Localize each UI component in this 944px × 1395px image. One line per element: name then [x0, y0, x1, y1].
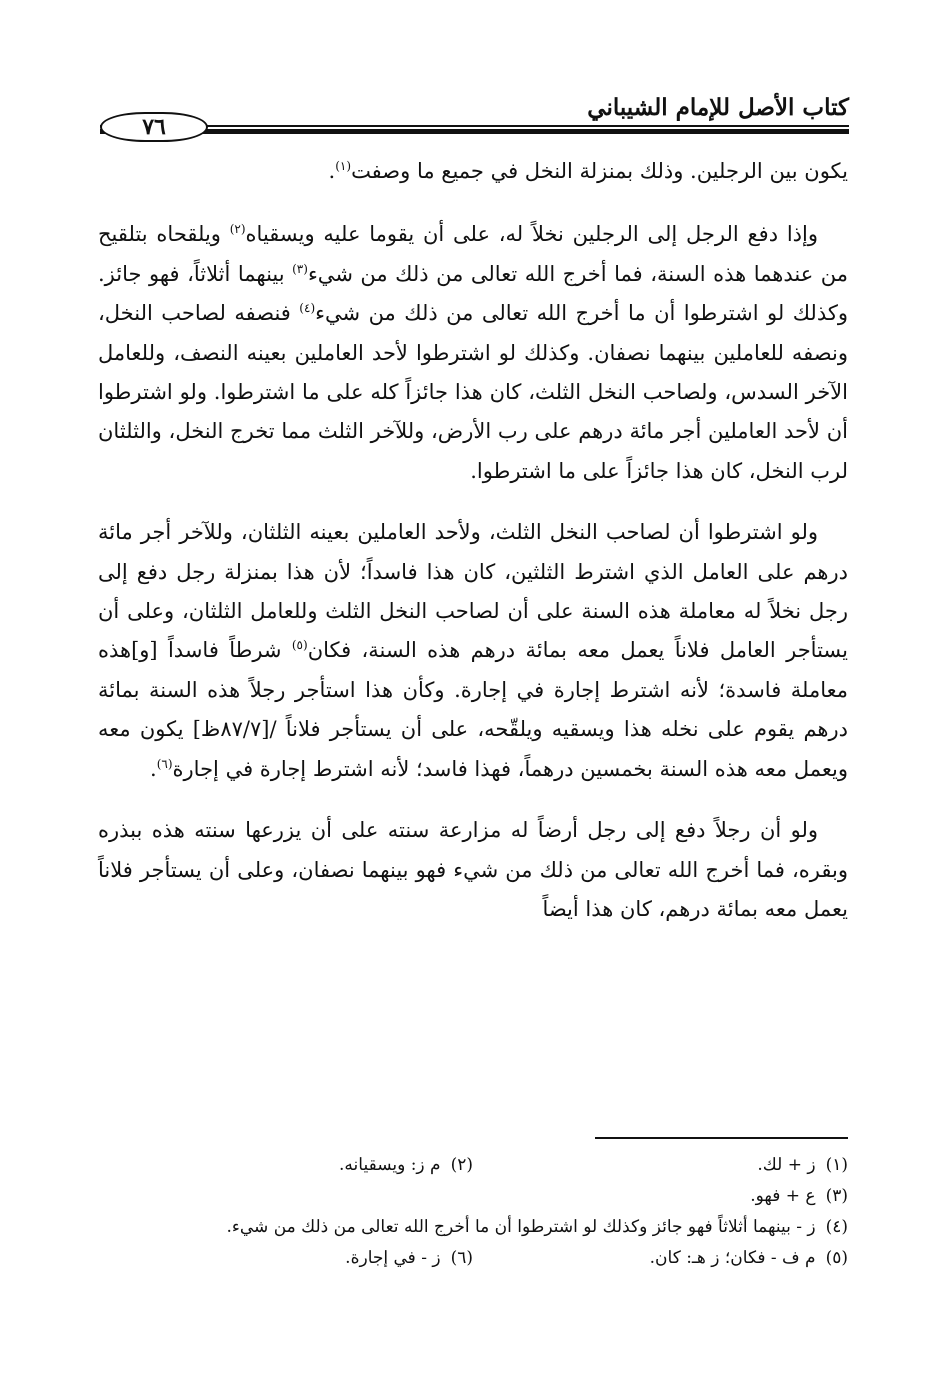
running-header	[100, 88, 849, 148]
main-text	[98, 152, 848, 929]
book-title: كتاب الأصل للإمام الشيباني	[587, 94, 849, 121]
footnote-ref-5: (٥)	[291, 638, 308, 653]
footnotes	[98, 1150, 848, 1274]
footnote-row-2	[98, 1181, 848, 1212]
header-rule-thick	[100, 129, 849, 134]
footnote-separator	[595, 1137, 848, 1139]
footnote-ref-4: (٤)	[299, 301, 316, 316]
paragraph-2: وإذا دفع الرجل إلى الرجلين نخلاً له، على أن يقوما عليه ويسقياه$^{(٢)}$ ويلقحاه بتلقيح من عندهما هذه السنة، فما أخرج الله تعالى من ذلك من شيء$^{(٣)}$ بينهما أثلاثاً، فهو جائز. وكذلك لو اشترطوا أن ما أخرج الله تعالى من ذلك من شيء$^{(٤)}$ فنصفه لصاحب النخل، ونصفه للعاملين بينهما نصفان. وكذلك لو اشترطوا لأحد العاملين بعينه النصف، وللعامل الآخر السدس، ولصاحب النخل الثلث، كان هذا جائزاً كله على ما اشترطوا. ولو اشترطوا أن لأحد العاملين أجر مائة درهم على رب الأرض، وللآخر الثلث مما تخرج النخل، والثلثان لرب النخل، كان هذا جائزاً على ما اشترطوا.	[98, 222, 848, 483]
footnote-ref-3: (٣)	[292, 261, 308, 276]
footnote-ref-1: (١)	[335, 159, 352, 173]
footnote-3: (٣)ع + فهو.	[750, 1186, 848, 1206]
footnote-1: (١)ز + لك.	[757, 1155, 848, 1175]
page-number: ٧٦	[142, 114, 166, 140]
footnote-6: (٦)ز - في إجارة.	[345, 1248, 473, 1268]
footnote-ref-6: (٦)	[156, 756, 173, 771]
footnote-row-3	[98, 1212, 848, 1243]
footnote-4: (٤)ز - بينهما أثلاثاً فهو جائز وكذلك لو اشترطوا أن ما أخرج الله تعالى من ذلك من شيء.	[226, 1217, 848, 1237]
footnote-row-1	[98, 1150, 848, 1181]
header-rule-thin	[100, 125, 849, 127]
footnote-row-4	[98, 1243, 848, 1274]
paragraph-4: ولو أن رجلاً دفع إلى رجل أرضاً له مزارعة سنته على أن يزرعها سنته هذه ببذره وبقره، فما أخرج الله تعالى من ذلك من شيء فهو بينهما نصفان، وعلى أن يستأجر فلاناً يعمل معه بمائة درهم، كان هذا أيضاً	[98, 818, 848, 921]
paragraph-1: يكون بين الرجلين. وذلك بمنزلة النخل في جميع ما وصفت$^{(١)}$.	[328, 159, 848, 183]
paragraph-3: ولو اشترطوا أن لصاحب النخل الثلث، ولأحد العاملين بعينه الثلثان، وللآخر أجر مائة درهم على العامل الذي اشترط الثلثين، كان هذا فاسداً؛ لأن هذا بمنزلة رجل دفع إلى رجل نخلاً له معاملة هذه السنة على أن لصاحب النخل الثلث وللعامل الثلثان، وعلى أن يستأجر العامل فلاناً يعمل معه بمائة درهم هذه السنة، فكان$^{(٥)}$ شرطاً فاسداً [و]هذه معاملة فاسدة؛ لأنه اشترط إجارة في إجارة. وكأن هذا استأجر رجلاً هذه السنة بمائة درهم يقوم على نخله هذا ويسقيه ويلقّحه، على أن يستأجر فلاناً /[٨٧/٧ظ] يكون معه ويعمل معه هذه السنة بخمسين درهماً، فهذا فاسد؛ لأنه اشترط إجارة في إجارة$^{(٦)}$.	[98, 520, 848, 781]
footnote-2: (٢)م ز: ويسقيانه.	[339, 1155, 473, 1175]
footnote-5: (٥)م ف - فكان؛ ز هـ: كان.	[649, 1248, 848, 1268]
footnote-ref-2: (٢)	[229, 222, 246, 237]
page-number-frame	[100, 112, 208, 142]
